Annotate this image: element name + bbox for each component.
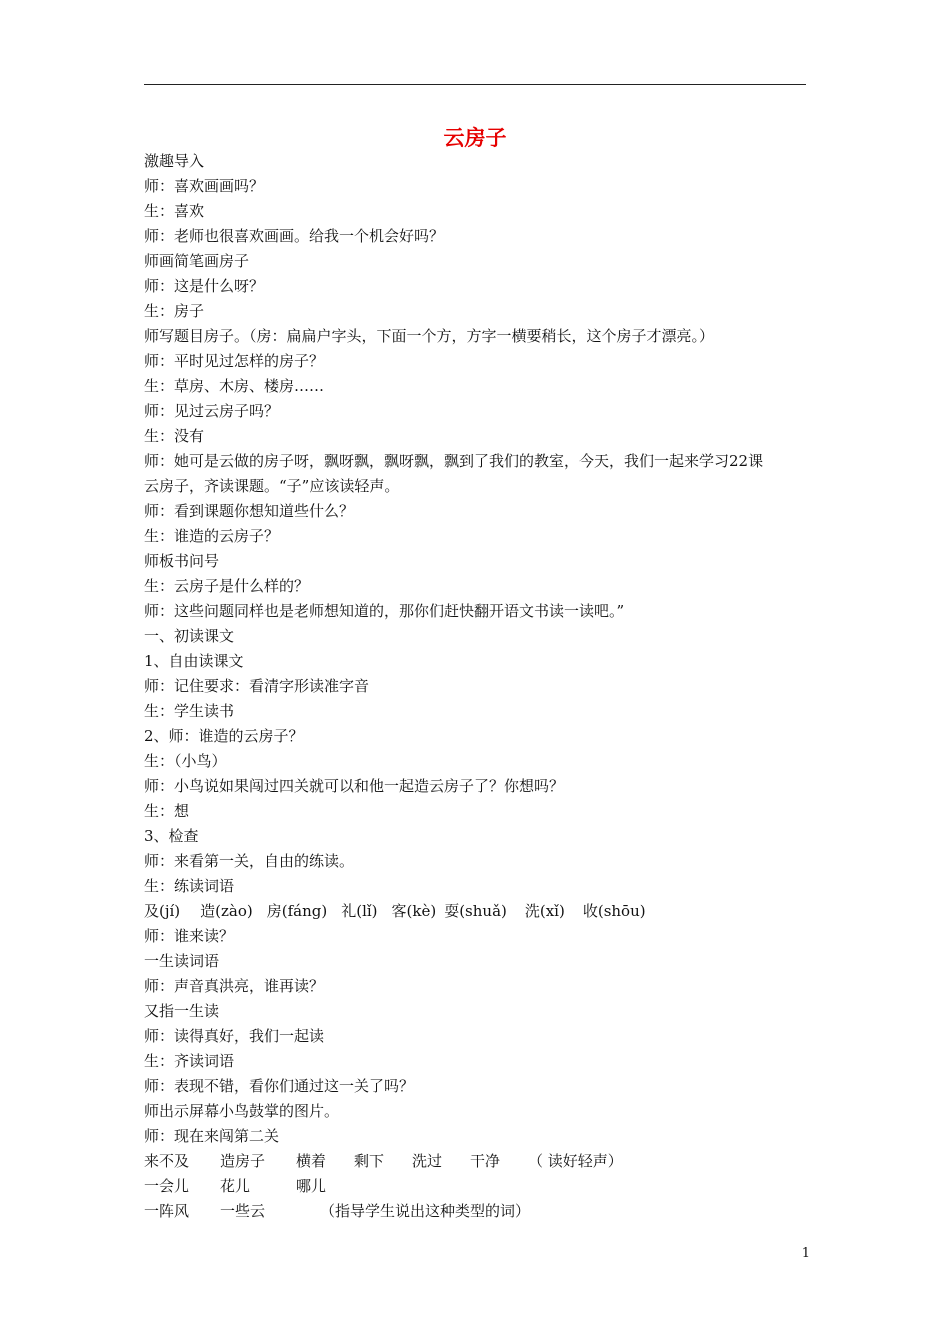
text-line: 师：小鸟说如果闯过四关就可以和他一起造云房子了？你想吗？: [144, 777, 565, 795]
text-line: 师画简笔画房子: [144, 252, 250, 270]
text-line: 师：这些问题同样也是老师想知道的，那你们赶快翻开语文书读一读吧。”: [144, 602, 625, 620]
vocab-word: 哪儿: [296, 1177, 327, 1195]
text-line: 师：表现不错，看你们通过这一关了吗？: [144, 1077, 415, 1095]
vocab-word: 造房子: [220, 1152, 266, 1170]
text-line: 师：这是什么呀？: [144, 277, 265, 295]
text-line: 云房子，齐读课题。“子”应该读轻声。: [144, 477, 400, 495]
vocab-word: 一会儿: [144, 1177, 190, 1195]
text-line: 生：房子: [144, 302, 205, 320]
text-line: 2、师：谁造的云房子？: [144, 727, 304, 745]
vocab-note: （指导学生说出这种类型的词）: [320, 1202, 531, 1220]
document-body: [144, 149, 810, 1224]
word-row-quantifier: [144, 1199, 810, 1224]
text-line: 师：她可是云做的房子呀，飘呀飘，飘呀飘，飘到了我们的教室，今天，我们一起来学习22课: [144, 452, 764, 470]
pinyin-word: 客(kè): [391, 902, 437, 920]
text-line: 师出示屏幕小鸟鼓掌的图片。: [144, 1102, 340, 1120]
text-line: 生：谁造的云房子？: [144, 527, 280, 545]
dialogue-lines: [144, 149, 810, 899]
text-line: 师：平时见过怎样的房子？: [144, 352, 325, 370]
vocab-word: 干净: [470, 1152, 501, 1170]
text-line: 生：云房子是什么样的？: [144, 577, 310, 595]
vocab-word: 一些云: [220, 1202, 266, 1220]
text-line: 师：老师也很喜欢画画。给我一个机会好吗？: [144, 227, 445, 245]
text-line: 师：见过云房子吗？: [144, 402, 280, 420]
page-number: 1: [801, 1246, 810, 1261]
word-row-er: [144, 1174, 810, 1199]
text-line: 3、检查: [144, 827, 199, 845]
text-line: 生：学生读书: [144, 702, 235, 720]
vocab-word: 洗过: [412, 1152, 443, 1170]
pinyin-word: 洗(xǐ): [524, 902, 565, 920]
text-line: 生：没有: [144, 427, 205, 445]
dialogue-lines-continued: [144, 924, 810, 1149]
text-line: 师写题目房子。（房：扁扁户字头，下面一个方，方字一横要稍长，这个房子才漂亮。）: [144, 327, 715, 345]
document-title: 云房子: [443, 126, 507, 150]
pinyin-word-row: [144, 899, 810, 924]
vocab-word: 一阵风: [144, 1202, 190, 1220]
text-line: 生：喜欢: [144, 202, 205, 220]
vocab-word: 花儿: [220, 1177, 251, 1195]
text-line: 师：现在来闯第二关: [144, 1127, 280, 1145]
word-row-light-tone: [144, 1149, 810, 1174]
pinyin-word: 耍(shuǎ): [444, 902, 507, 920]
text-line: 生：想: [144, 802, 190, 820]
text-line: 师板书问号: [144, 552, 220, 570]
text-line: 又指一生读: [144, 1002, 220, 1020]
pinyin-word: 及(jí): [144, 902, 181, 920]
header-rule: [144, 84, 806, 85]
text-line: 生：草房、木房、楼房……: [144, 377, 325, 395]
text-line: 师：来看第一关，自由的练读。: [144, 852, 355, 870]
pinyin-word: 造(zào): [200, 902, 253, 920]
text-line: 师：声音真洪亮，谁再读？: [144, 977, 325, 995]
text-line: 师：读得真好，我们一起读: [144, 1027, 325, 1045]
vocab-word: 剩下: [354, 1152, 385, 1170]
text-line: 生：（小鸟）: [144, 752, 227, 770]
pinyin-word: 礼(lǐ): [341, 902, 378, 920]
text-line: 生：练读词语: [144, 877, 235, 895]
text-line: 一生读词语: [144, 952, 220, 970]
vocab-note: （ 读好轻声）: [528, 1152, 623, 1170]
pinyin-word: 收(shōu): [582, 902, 646, 920]
text-line: 一、初读课文: [144, 627, 235, 645]
text-line: 师：喜欢画画吗？: [144, 177, 265, 195]
text-line: 生：齐读词语: [144, 1052, 235, 1070]
text-line: 激趣导入: [144, 152, 205, 170]
vocab-word: 来不及: [144, 1152, 190, 1170]
text-line: 师：谁来读？: [144, 927, 235, 945]
pinyin-word: 房(fáng): [266, 902, 328, 920]
text-line: 1、自由读课文: [144, 652, 244, 670]
vocab-word: 横着: [296, 1152, 327, 1170]
text-line: 师：记住要求：看清字形读准字音: [144, 677, 370, 695]
text-line: 师：看到课题你想知道些什么？: [144, 502, 355, 520]
